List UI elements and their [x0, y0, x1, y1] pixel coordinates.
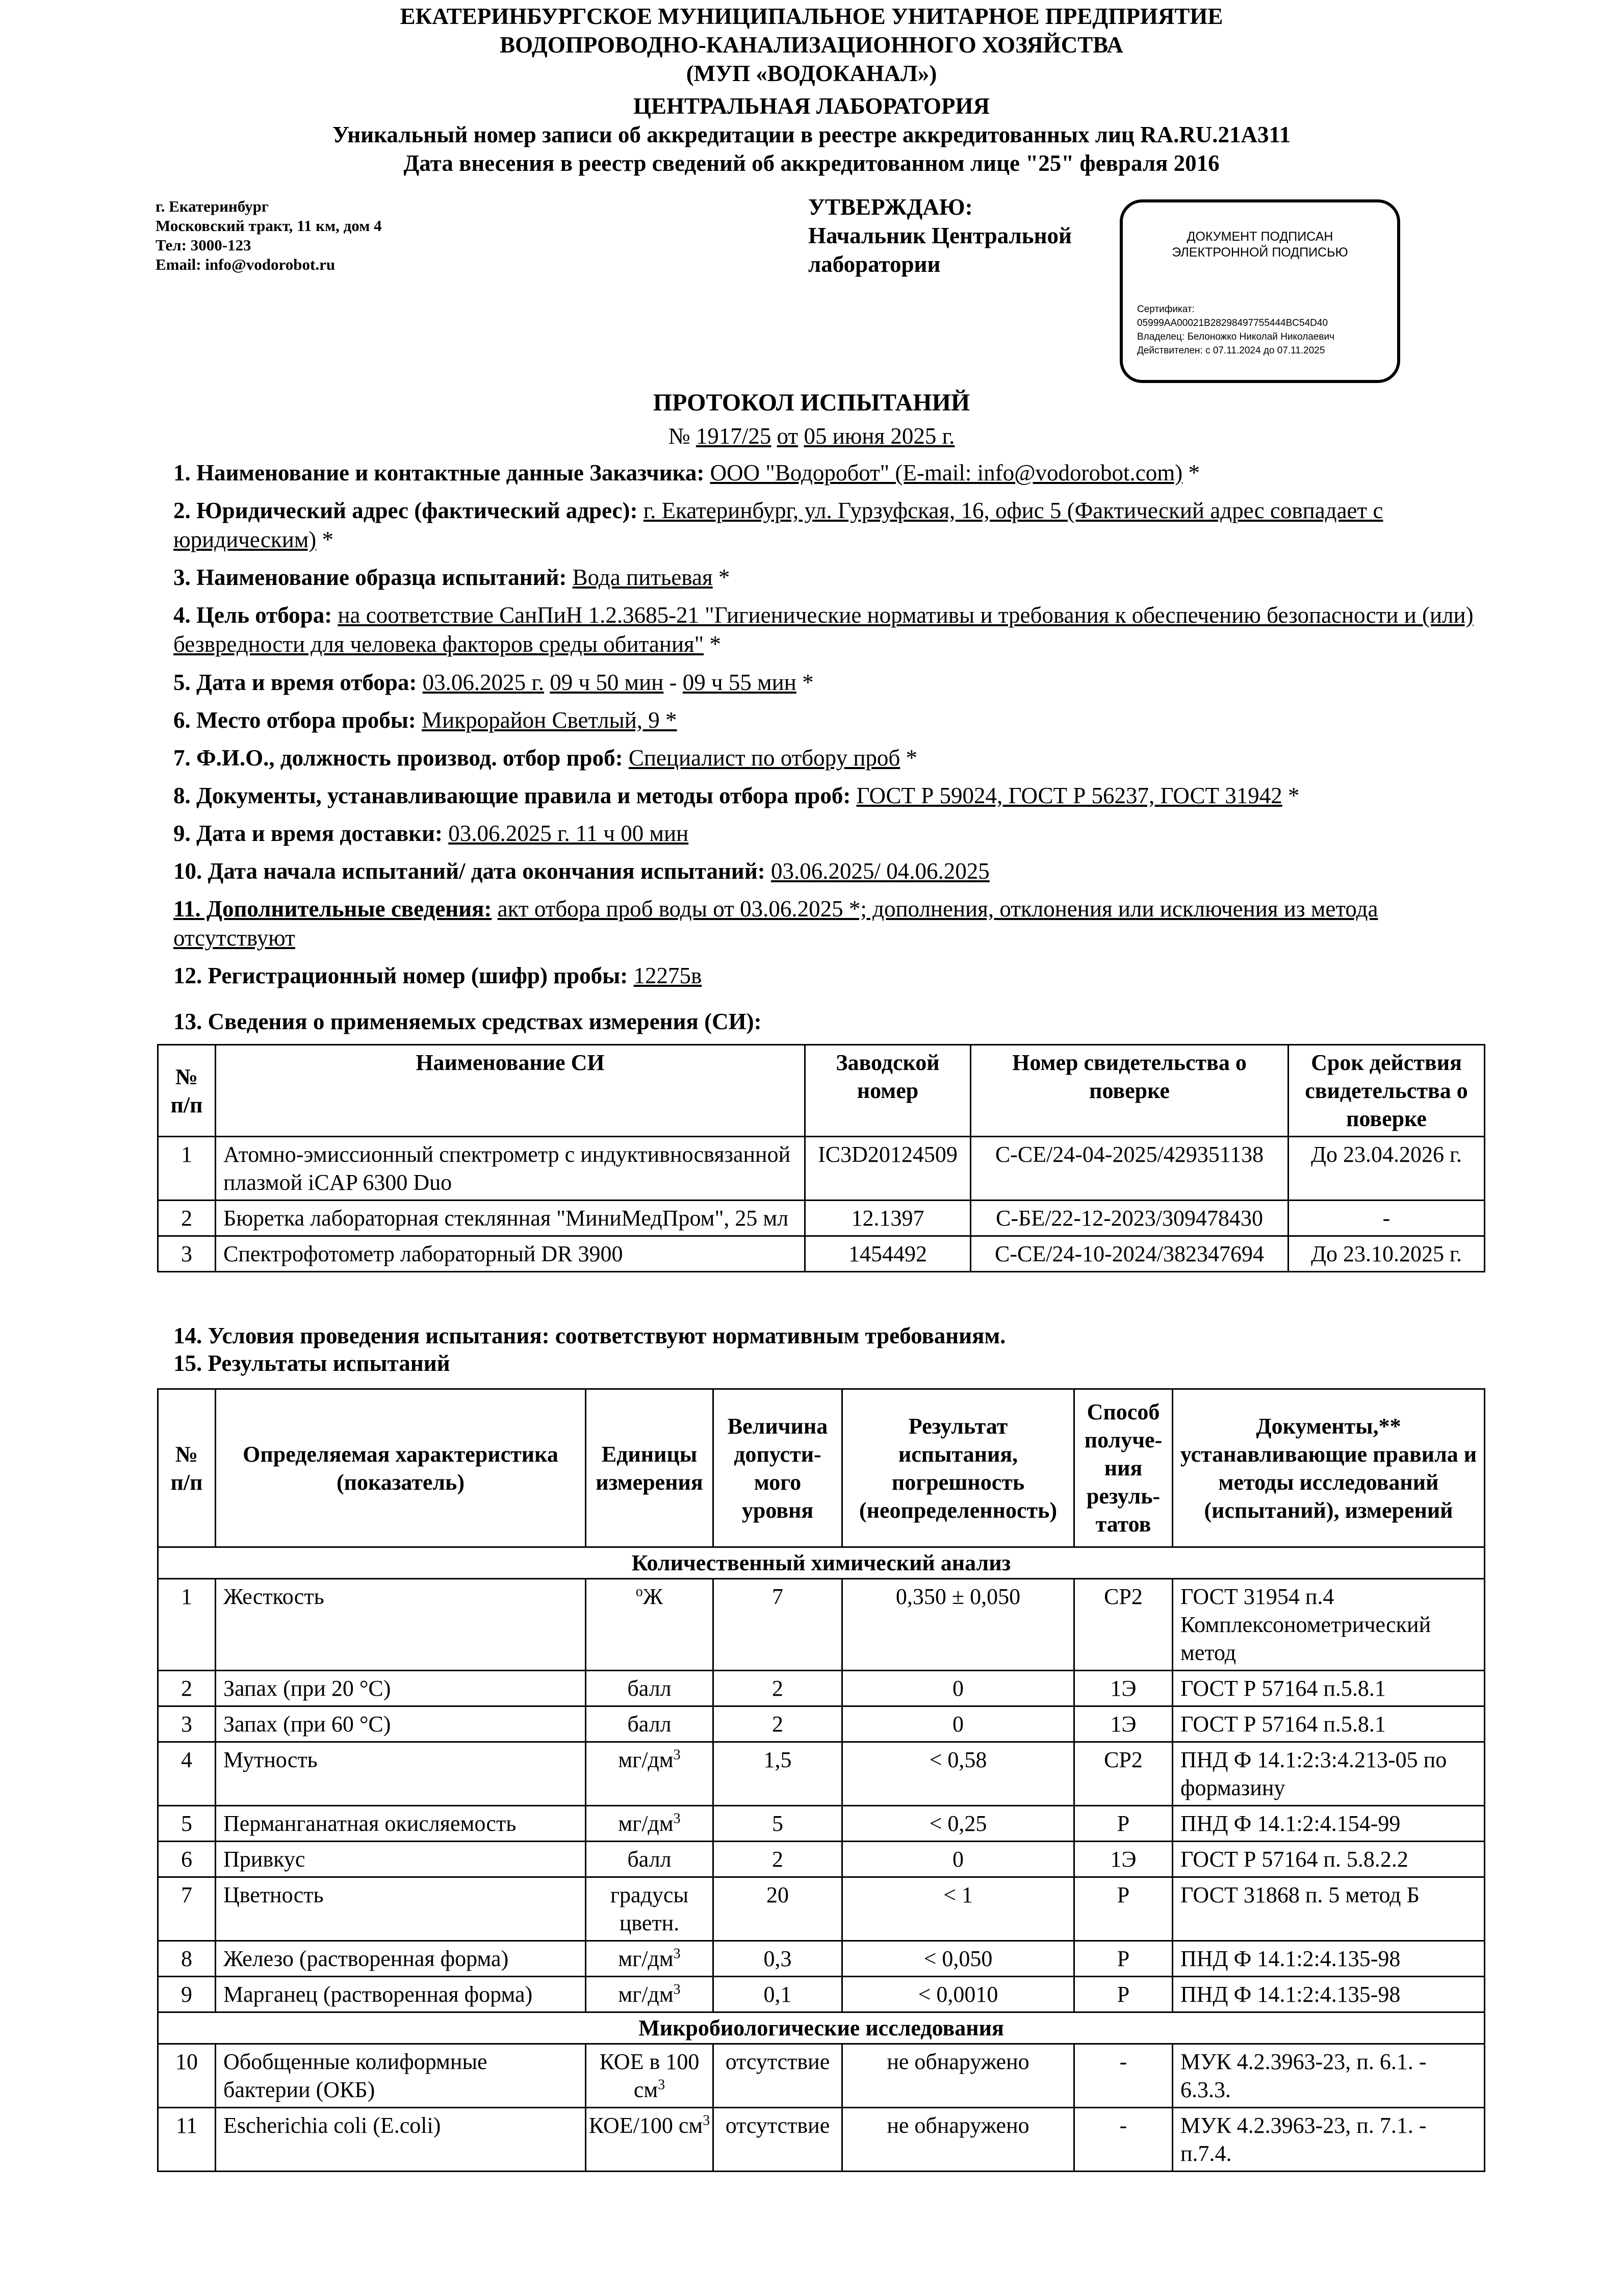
- protocol-title: ПРОТОКОЛ ИСПЫТАНИЙ: [653, 389, 970, 416]
- cell-parameter: Обобщенные колиформные бактерии (ОКБ): [216, 2044, 586, 2108]
- stamp-title-2: ЭЛЕКТРОННОЙ ПОДПИСЬЮ: [1172, 245, 1348, 260]
- field-value: ООО "Водоробот" (E-mail: info@vodorobot.com): [710, 460, 1183, 486]
- cell-method: -: [1074, 2108, 1173, 2172]
- superscript-3: 3: [673, 1747, 681, 1763]
- cell: Бюретка лабораторная стеклянная "МиниМедПром", 25 мл: [216, 1201, 805, 1236]
- header-line-6: Дата внесения в реестр сведений об аккредитованном лице "25" февраля 2016: [403, 150, 1220, 176]
- approval-title: УТВЕРЖДАЮ:: [808, 194, 973, 220]
- table-row: [158, 1706, 1485, 1742]
- cell-limit: отсутствие: [713, 2044, 842, 2108]
- cell: 3: [158, 1236, 216, 1272]
- cell-parameter: Запах (при 60 °С): [216, 1706, 586, 1742]
- cell-number: 10: [158, 2044, 216, 2108]
- cell-parameter: Запах (при 20 °С): [216, 1671, 586, 1706]
- contact-address: Московский тракт, 11 км, дом 4: [156, 217, 382, 235]
- cell-number: 2: [158, 1671, 216, 1706]
- cell-document: ГОСТ Р 57164 п. 5.8.2.2: [1173, 1842, 1485, 1877]
- cell-method: 1Э: [1074, 1842, 1173, 1877]
- col-header: Срок действия свидетельства о поверке: [1289, 1045, 1485, 1137]
- field-label: 11. Дополнительные сведения:: [173, 896, 492, 922]
- col-header: Способ получе-ния резуль-татов: [1074, 1389, 1173, 1547]
- table-row: [158, 1806, 1485, 1842]
- cell-method: Р: [1074, 1806, 1173, 1842]
- cell-number: 9: [158, 1977, 216, 2012]
- stamp-owner: Владелец: Белоножко Николай Николаевич: [1137, 331, 1335, 342]
- header-line-5: Уникальный номер записи об аккредитации в реестре аккредитованных лиц RA.RU.21А311: [332, 122, 1291, 147]
- stamp-title: [1123, 229, 1397, 261]
- cell-result: < 0,25: [842, 1806, 1074, 1842]
- unit-text: балл: [627, 1847, 672, 1872]
- cell-document: ГОСТ 31954 п.4 Комплексонометрический метод: [1173, 1579, 1485, 1671]
- unit-text: КОЕ в 100 см: [599, 2049, 700, 2102]
- unit-text: мг/дм: [618, 1747, 674, 1772]
- cell-limit: 5: [713, 1806, 842, 1842]
- col-header: Определяемая характеристика (показатель): [216, 1389, 586, 1547]
- field-label: 8. Документы, устанавливающие правила и методы отбора проб:: [173, 783, 851, 808]
- field-suffix: *: [704, 631, 721, 657]
- col-header: № п/п: [158, 1389, 216, 1547]
- unit-text: мг/дм: [618, 1946, 674, 1971]
- cell-number: 4: [158, 1742, 216, 1806]
- field-value: Вода питьевая: [572, 565, 713, 590]
- unit-text: мг/дм: [618, 1811, 674, 1836]
- field-sampling-time: [173, 668, 1499, 697]
- cell-document: ГОСТ 31868 п. 5 метод Б: [1173, 1877, 1485, 1941]
- stamp-title-1: ДОКУМЕНТ ПОДПИСАН: [1187, 229, 1333, 244]
- field-sampling-place: [173, 706, 1499, 735]
- si-table: [157, 1044, 1485, 1272]
- field-suffix: *: [712, 565, 730, 590]
- field-value: ГОСТ Р 59024, ГОСТ Р 56237, ГОСТ 31942: [856, 783, 1282, 808]
- cell-result: 0: [842, 1671, 1074, 1706]
- header-line-2: ВОДОПРОВОДНО-КАНАЛИЗАЦИОННОГО ХОЗЯЙСТВА: [500, 32, 1123, 58]
- field-value: г. Екатеринбург, ул. Гурзуфская, 16, офис 5 (Фактический адрес совпадает с юридическим): [173, 498, 1383, 552]
- superscript-3: 3: [658, 2077, 665, 2093]
- cell-number: 8: [158, 1941, 216, 1977]
- table-header-row: [158, 1045, 1485, 1137]
- table-row: [158, 1877, 1485, 1941]
- cell: 12.1397: [805, 1201, 971, 1236]
- table-row: [158, 1842, 1485, 1877]
- field-suffix: *: [316, 527, 334, 552]
- cell-unit: [586, 1941, 713, 1977]
- col-header: Единицы измерения: [586, 1389, 713, 1547]
- table-row: [158, 1742, 1485, 1806]
- cell-result: 0,350 ± 0,050: [842, 1579, 1074, 1671]
- cell-result: < 0,0010: [842, 1977, 1074, 2012]
- degree-sign: о: [635, 1584, 643, 1600]
- cell-limit: 20: [713, 1877, 842, 1941]
- cell-number: 6: [158, 1842, 216, 1877]
- field-value: 12275в: [633, 963, 702, 988]
- unit-text: мг/дм: [618, 1982, 674, 2007]
- org-contacts: [156, 197, 382, 274]
- cell-number: 7: [158, 1877, 216, 1941]
- cell-unit: [586, 1706, 713, 1742]
- header-line-3: (МУП «ВОДОКАНАЛ»): [686, 61, 937, 86]
- cell-result: < 0,58: [842, 1742, 1074, 1806]
- superscript-3: 3: [673, 1981, 681, 1998]
- cell-document: ПНД Ф 14.1:2:4.135-98: [1173, 1941, 1485, 1977]
- field-value: 03.06.2025 г. 11 ч 00 мин: [448, 821, 689, 846]
- stamp-details: [1137, 302, 1334, 358]
- field-label: 6. Место отбора пробы:: [173, 707, 416, 733]
- cell-result: 0: [842, 1706, 1074, 1742]
- cell-limit: 2: [713, 1706, 842, 1742]
- cell-unit: [586, 1977, 713, 2012]
- field-customer: [173, 458, 1499, 488]
- unit-text: КОЕ/100 см: [588, 2113, 703, 2138]
- cell-parameter: Привкус: [216, 1842, 586, 1877]
- field-label: 1. Наименование и контактные данные Заказчика:: [173, 460, 705, 486]
- field-sampling-docs: [173, 781, 1499, 810]
- cell-number: 5: [158, 1806, 216, 1842]
- e-signature-stamp: [1120, 199, 1400, 383]
- cell-document: ПНД Ф 14.1:2:3:4.213-05 по формазину: [1173, 1742, 1485, 1806]
- group-micro: Микробиологические исследования: [158, 2012, 1485, 2044]
- col-header: Результат испытания, погрешность (неопределенность): [842, 1389, 1074, 1547]
- cell-number: 3: [158, 1706, 216, 1742]
- cell-unit: [586, 1579, 713, 1671]
- field-delivery: [173, 819, 1499, 848]
- col-header: Наименование СИ: [216, 1045, 805, 1137]
- superscript-3: 3: [673, 1946, 681, 1962]
- field-test-dates: [173, 857, 1499, 886]
- field-value: акт отбора проб воды от 03.06.2025 *; дополнения, отклонения или исключения из метода отсутствуют: [173, 896, 1378, 951]
- cell: Атомно-эмиссионный спектрометр с индуктивносвязанной плазмой iCAP 6300 Duo: [216, 1137, 805, 1201]
- table-row: [158, 1977, 1485, 2012]
- cell-parameter: Железо (растворенная форма): [216, 1941, 586, 1977]
- protocol-number-line: [0, 422, 1623, 450]
- table-row: [158, 1941, 1485, 1977]
- col-header: Величина допусти-мого уровня: [713, 1389, 842, 1547]
- field-label: 7. Ф.И.О., должность производ. отбор проб:: [173, 745, 623, 771]
- protocol-from: от: [777, 423, 798, 449]
- group-row: [158, 2012, 1485, 2044]
- cell-parameter: Жесткость: [216, 1579, 586, 1671]
- cell-result: < 1: [842, 1877, 1074, 1941]
- field-time-to: 09 ч 55 мин: [682, 670, 796, 695]
- field-label: 12. Регистрационный номер (шифр) пробы:: [173, 963, 628, 988]
- table-row: [158, 1137, 1485, 1201]
- group-chemical: Количественный химический анализ: [158, 1547, 1485, 1579]
- field-legal-address: [173, 496, 1499, 554]
- stamp-validity: Действителен: с 07.11.2024 до 07.11.2025: [1137, 345, 1325, 356]
- cell-method: СР2: [1074, 1579, 1173, 1671]
- protocol-date: 05 июня 2025 г.: [804, 423, 955, 449]
- protocol-num-prefix: №: [668, 423, 690, 449]
- field-suffix: *: [1282, 783, 1300, 808]
- approval-block: [808, 193, 1072, 278]
- cell-limit: 0,1: [713, 1977, 842, 2012]
- cell-unit: [586, 2044, 713, 2108]
- table-row: [158, 2044, 1485, 2108]
- cell-result: < 0,050: [842, 1941, 1074, 1977]
- cell-result: 0: [842, 1842, 1074, 1877]
- cell-limit: 7: [713, 1579, 842, 1671]
- field-label: 4. Цель отбора:: [173, 602, 332, 628]
- cell: 1: [158, 1137, 216, 1201]
- col-header: Документы,** устанавливающие правила и методы исследований (испытаний), измерений: [1173, 1389, 1485, 1547]
- cell-method: СР2: [1074, 1742, 1173, 1806]
- field-sampler: [173, 744, 1499, 773]
- field-date: 03.06.2025 г.: [422, 670, 544, 695]
- field-suffix: *: [796, 670, 814, 695]
- cell-limit: 1,5: [713, 1742, 842, 1806]
- cell-number: 1: [158, 1579, 216, 1671]
- field-time-from: 09 ч 50 мин: [550, 670, 664, 695]
- col-header: № п/п: [158, 1045, 216, 1137]
- unit-text: балл: [627, 1676, 672, 1701]
- cell-result: не обнаружено: [842, 2044, 1074, 2108]
- approval-position-2: лаборатории: [808, 251, 941, 277]
- cell-parameter: Мутность: [216, 1742, 586, 1806]
- table-row: [158, 1579, 1485, 1671]
- stamp-cert-label: Сертификат:: [1137, 304, 1195, 315]
- cell-parameter: Перманганатная окисляемость: [216, 1806, 586, 1842]
- cell: 2: [158, 1201, 216, 1236]
- cell-parameter: Марганец (растворенная форма): [216, 1977, 586, 2012]
- field-label: 5. Дата и время отбора:: [173, 670, 417, 695]
- table-row: [158, 2108, 1485, 2172]
- cell-method: Р: [1074, 1977, 1173, 2012]
- group-row: [158, 1547, 1485, 1579]
- cell: С-СЕ/24-04-2025/429351138: [971, 1137, 1289, 1201]
- cell-result: не обнаружено: [842, 2108, 1074, 2172]
- micro-rows: [158, 2044, 1485, 2172]
- cell-method: Р: [1074, 1877, 1173, 1941]
- cell: -: [1289, 1201, 1485, 1236]
- field-value: Специалист по отбору проб: [628, 745, 900, 771]
- unit-text: градусы цветн.: [610, 1882, 689, 1935]
- cell: До 23.04.2026 г.: [1289, 1137, 1485, 1201]
- header-line-4: ЦЕНТРАЛЬНАЯ ЛАБОРАТОРИЯ: [633, 93, 990, 119]
- cell-document: ПНД Ф 14.1:2:4.154-99: [1173, 1806, 1485, 1842]
- field-label: 10. Дата начала испытаний/ дата окончания испытаний:: [173, 858, 765, 884]
- field-label: 3. Наименование образца испытаний:: [173, 565, 567, 590]
- cell: 1454492: [805, 1236, 971, 1272]
- field-sample-name: [173, 563, 1499, 592]
- unit-text: Ж: [642, 1584, 663, 1609]
- cell-method: -: [1074, 2044, 1173, 2108]
- cell-method: 1Э: [1074, 1706, 1173, 1742]
- field-suffix: *: [1182, 460, 1200, 486]
- cell-unit: [586, 1671, 713, 1706]
- field-label: 9. Дата и время доставки:: [173, 821, 443, 846]
- cell-unit: [586, 1806, 713, 1842]
- field-value: 03.06.2025/ 04.06.2025: [770, 858, 990, 884]
- table-header-row: [158, 1389, 1485, 1547]
- approval-position-1: Начальник Центральной: [808, 223, 1072, 248]
- chemical-rows: [158, 1579, 1485, 2012]
- contact-email: Email: info@vodorobot.ru: [156, 256, 336, 273]
- field-additional-info: [173, 895, 1499, 953]
- field-purpose: [173, 601, 1499, 659]
- field-registration-number: [173, 961, 1499, 990]
- cell-unit: [586, 1742, 713, 1806]
- unit-text: балл: [627, 1712, 672, 1737]
- contact-phone: Тел: 3000-123: [156, 236, 251, 254]
- contact-city: г. Екатеринбург: [156, 197, 269, 215]
- col-header: Номер свидетельства о поверке: [971, 1045, 1289, 1137]
- field-value: Микрорайон Светлый, 9 *: [422, 707, 677, 733]
- cell-parameter: Цветность: [216, 1877, 586, 1941]
- field-label: 2. Юридический адрес (фактический адрес):: [173, 498, 638, 523]
- superscript-3: 3: [703, 2112, 710, 2129]
- cell: С-БЕ/22-12-2023/309478430: [971, 1201, 1289, 1236]
- cell-document: ГОСТ Р 57164 п.5.8.1: [1173, 1671, 1485, 1706]
- table-row: [158, 1671, 1485, 1706]
- stamp-cert-number: 05999AA00021B28298497755444BC54D40: [1137, 318, 1328, 328]
- results-section-title: 15. Результаты испытаний: [173, 1350, 450, 1376]
- cell-limit: 2: [713, 1671, 842, 1706]
- cell: Спектрофотометр лабораторный DR 3900: [216, 1236, 805, 1272]
- superscript-3: 3: [673, 1810, 681, 1827]
- cell-document: ПНД Ф 14.1:2:4.135-98: [1173, 1977, 1485, 2012]
- cell-document: ГОСТ Р 57164 п.5.8.1: [1173, 1706, 1485, 1742]
- field-suffix: *: [900, 745, 918, 771]
- cell-unit: [586, 2108, 713, 2172]
- conditions-text: 14. Условия проведения испытания: соответствуют нормативным требованиям.: [173, 1323, 1006, 1348]
- cell-document: МУК 4.2.3963-23, п. 7.1. - п.7.4.: [1173, 2108, 1485, 2172]
- cell-document: МУК 4.2.3963-23, п. 6.1. - 6.3.3.: [1173, 2044, 1485, 2108]
- si-section-title: 13. Сведения о применяемых средствах измерения (СИ):: [173, 1009, 762, 1034]
- col-header: Заводской номер: [805, 1045, 971, 1137]
- org-header: [0, 2, 1623, 177]
- field-dash: -: [663, 670, 683, 695]
- cell-number: 11: [158, 2108, 216, 2172]
- cell-unit: [586, 1842, 713, 1877]
- cell-limit: 2: [713, 1842, 842, 1877]
- cell-unit: [586, 1877, 713, 1941]
- cell: До 23.10.2025 г.: [1289, 1236, 1485, 1272]
- cell: IC3D20124509: [805, 1137, 971, 1201]
- protocol-number: 1917/25: [695, 423, 771, 449]
- cell: С-СЕ/24-10-2024/382347694: [971, 1236, 1289, 1272]
- cell-limit: отсутствие: [713, 2108, 842, 2172]
- cell-parameter: Escherichia coli (E.coli): [216, 2108, 586, 2172]
- table-row: [158, 1236, 1485, 1272]
- table-row: [158, 1201, 1485, 1236]
- cell-method: 1Э: [1074, 1671, 1173, 1706]
- results-table: [157, 1388, 1485, 2172]
- field-value: на соответствие СанПиН 1.2.3685-21 "Гигиенические нормативы и требования к обеспечению безопасности и (или) безвредности для человека факторов среды обитания": [173, 602, 1474, 657]
- header-line-1: ЕКАТЕРИНБУРГСКОЕ МУНИЦИПАЛЬНОЕ УНИТАРНОЕ ПРЕДПРИЯТИЕ: [400, 4, 1223, 29]
- cell-limit: 0,3: [713, 1941, 842, 1977]
- cell-method: Р: [1074, 1941, 1173, 1977]
